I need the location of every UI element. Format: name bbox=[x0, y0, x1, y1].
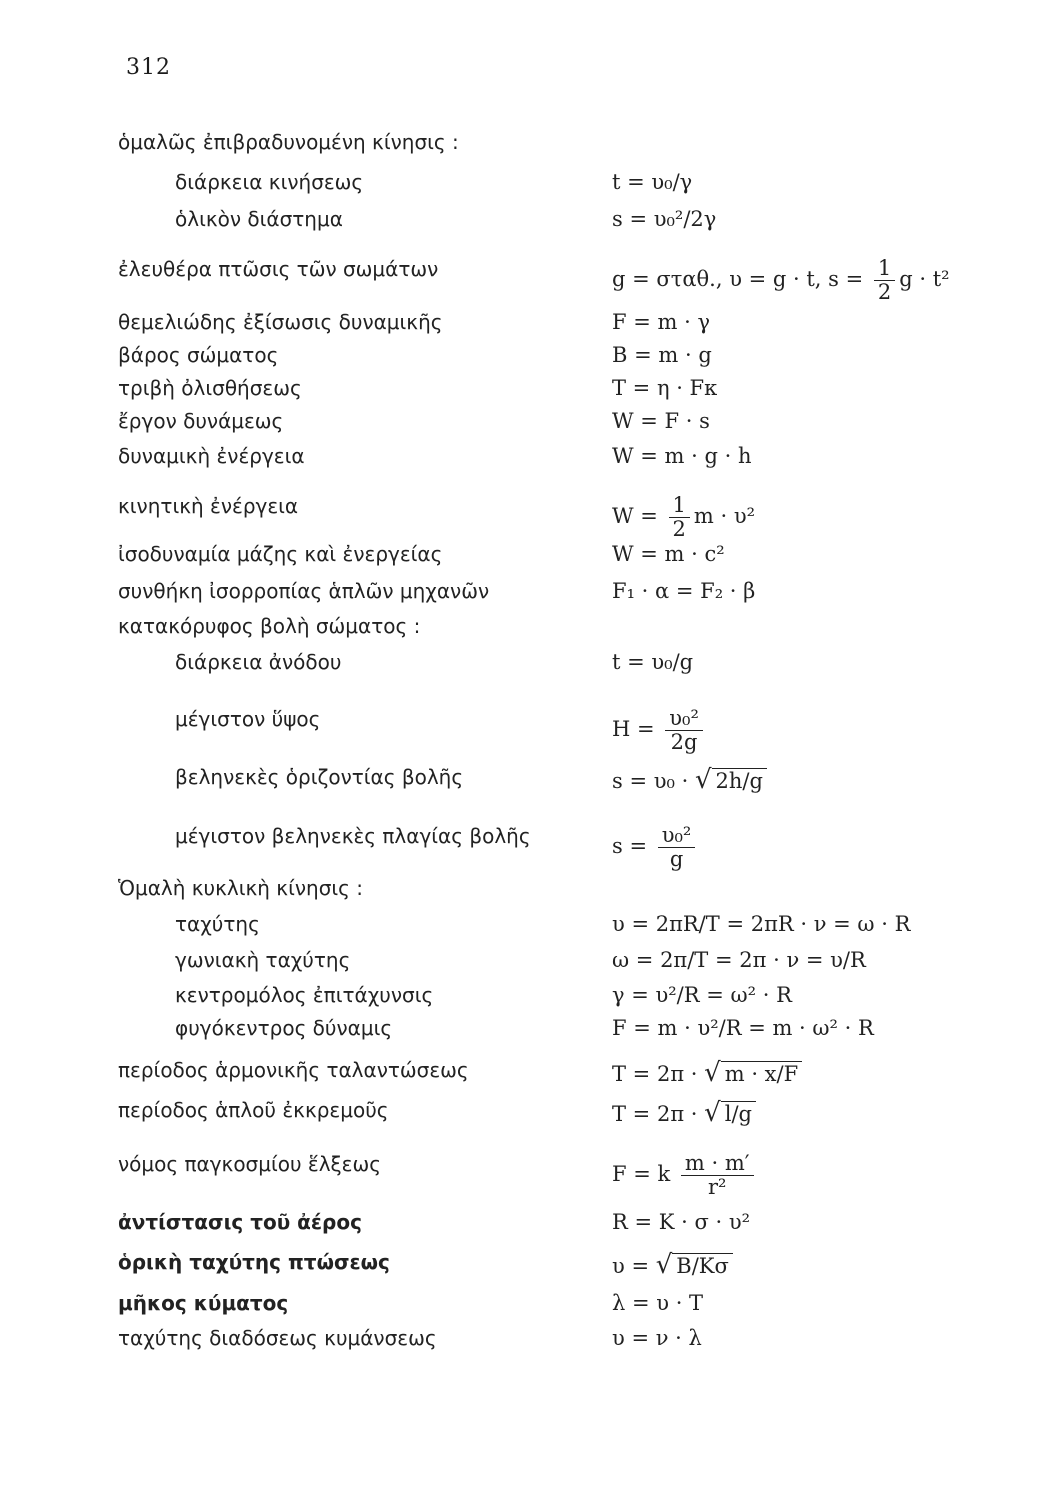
radical-sign: √ bbox=[704, 1058, 721, 1088]
radicand: l/g bbox=[721, 1101, 756, 1126]
entry-label: ἀντίστασις τοῦ ἀέρος bbox=[118, 1210, 362, 1234]
entry-formula: W = m · c² bbox=[612, 542, 725, 566]
formula-text: H = bbox=[612, 717, 662, 742]
entry-formula bbox=[612, 707, 707, 754]
entry-label: βεληνεκὲς ὁριζοντίας βολῆς bbox=[175, 765, 464, 789]
entry-label: ἔργον δυνάμεως bbox=[118, 409, 284, 433]
entry-formula: F = m · γ bbox=[612, 310, 711, 334]
radicand: m · x/F bbox=[721, 1061, 802, 1086]
entry-formula: W = m · g · h bbox=[612, 444, 752, 468]
formula-row bbox=[0, 1151, 1059, 1200]
radical-sign: √ bbox=[655, 1250, 673, 1280]
entry-formula bbox=[612, 494, 755, 541]
formula-text: s = υ₀ · bbox=[612, 769, 695, 793]
formula-row bbox=[0, 376, 1059, 410]
entry-label: θεμελιώδης ἐξίσωσις δυναμικῆς bbox=[118, 310, 443, 334]
entry-formula bbox=[612, 257, 950, 304]
entry-formula bbox=[612, 765, 767, 795]
formula-row bbox=[0, 207, 1059, 241]
square-root bbox=[704, 1098, 756, 1128]
formula-row bbox=[0, 542, 1059, 576]
formula-tail: g · t² bbox=[899, 267, 950, 292]
entry-label: κατακόρυφος βολὴ σώματος : bbox=[118, 614, 421, 638]
entry-label: ἐλευθέρα πτῶσις τῶν σωμάτων bbox=[118, 257, 439, 281]
formula-text: T = 2π · bbox=[612, 1102, 705, 1126]
square-root bbox=[656, 1250, 733, 1280]
entry-formula: B = m · g bbox=[612, 343, 712, 367]
formula-row bbox=[0, 256, 1059, 305]
fraction-numerator: 1 bbox=[874, 257, 895, 281]
formula-row bbox=[0, 343, 1059, 377]
entry-label: δυναμικὴ ἐνέργεια bbox=[118, 444, 305, 468]
entry-formula: υ = ν · λ bbox=[612, 1326, 702, 1350]
formula-row bbox=[0, 493, 1059, 542]
entry-formula: λ = υ · T bbox=[612, 1291, 704, 1315]
radical-sign: √ bbox=[694, 765, 712, 795]
entry-formula: ω = 2π/T = 2π · ν = υ/R bbox=[612, 948, 866, 972]
entry-label: γωνιακὴ ταχύτης bbox=[175, 948, 351, 972]
formula-row bbox=[0, 823, 1059, 872]
entry-formula bbox=[612, 1058, 802, 1088]
formula-row bbox=[0, 983, 1059, 1017]
entry-formula: γ = υ²/R = ω² · R bbox=[612, 983, 792, 1007]
formula-row bbox=[0, 876, 1059, 910]
entry-label: συνθήκη ἰσορροπίας ἁπλῶν μηχανῶν bbox=[118, 579, 490, 603]
formula-text: W = bbox=[612, 504, 665, 529]
formula-row bbox=[0, 1210, 1059, 1244]
fraction bbox=[681, 1152, 754, 1199]
formula-text: s = bbox=[612, 834, 654, 859]
formula-row bbox=[0, 706, 1059, 755]
formula-row bbox=[0, 650, 1059, 684]
radical-sign: √ bbox=[704, 1098, 721, 1128]
formula-row bbox=[0, 912, 1059, 946]
radicand: B/Kσ bbox=[672, 1253, 733, 1278]
formula-row bbox=[0, 1016, 1059, 1050]
formula-row bbox=[0, 130, 1059, 164]
entry-formula bbox=[612, 1098, 756, 1128]
fraction-denominator: 2 bbox=[672, 517, 686, 542]
fraction-denominator: 2g bbox=[670, 730, 698, 755]
page-number: 312 bbox=[126, 55, 171, 80]
entry-formula: s = υ₀²/2γ bbox=[612, 207, 717, 231]
fraction-numerator: υ₀² bbox=[665, 707, 703, 731]
entry-formula: R = K · σ · υ² bbox=[612, 1210, 751, 1234]
fraction bbox=[669, 494, 690, 541]
formula-row bbox=[0, 1291, 1059, 1325]
entry-formula: T = η · Fκ bbox=[612, 376, 718, 400]
formula-row bbox=[0, 310, 1059, 344]
entry-formula: t = υ₀/γ bbox=[612, 170, 693, 194]
formula-tail: m · υ² bbox=[693, 504, 756, 529]
formula-row bbox=[0, 1326, 1059, 1360]
entry-label: ὁλικὸν διάστημα bbox=[175, 207, 343, 231]
radicand: 2h/g bbox=[712, 768, 767, 793]
entry-label: τριβὴ ὀλισθήσεως bbox=[118, 376, 302, 400]
square-root bbox=[695, 765, 767, 795]
fraction-numerator: 1 bbox=[669, 494, 690, 518]
entry-label: κεντρομόλος ἐπιτάχυνσις bbox=[175, 983, 434, 1007]
fraction-denominator: 2 bbox=[877, 280, 892, 305]
fraction bbox=[658, 824, 696, 871]
entry-formula bbox=[612, 1152, 758, 1199]
formula-row bbox=[0, 409, 1059, 443]
formula-row bbox=[0, 1250, 1059, 1284]
entry-formula: t = υ₀/g bbox=[612, 650, 694, 674]
entry-label: περίοδος ἁπλοῦ ἐκκρεμοῦς bbox=[118, 1098, 389, 1122]
entry-label: ταχύτης διαδόσεως κυμάνσεως bbox=[118, 1326, 437, 1350]
entry-label: ταχύτης bbox=[175, 912, 260, 936]
entry-label: κινητικὴ ἐνέργεια bbox=[118, 494, 299, 518]
entry-label: διάρκεια κινήσεως bbox=[175, 170, 364, 194]
formula-text: υ = bbox=[612, 1254, 656, 1278]
entry-formula: F = m · υ²/R = m · ω² · R bbox=[612, 1016, 874, 1040]
formula-text: F = k bbox=[612, 1162, 677, 1187]
entry-label: βάρος σώματος bbox=[118, 343, 279, 367]
entry-label: μῆκος κύματος bbox=[118, 1291, 289, 1315]
entry-label: ὁμαλῶς ἐπιβραδυνομένη κίνησις : bbox=[118, 130, 459, 154]
fraction-denominator: r² bbox=[708, 1175, 727, 1200]
entry-formula bbox=[612, 824, 699, 871]
formula-row bbox=[0, 579, 1059, 613]
fraction bbox=[665, 707, 703, 754]
entry-label: μέγιστον βεληνεκὲς πλαγίας βολῆς bbox=[175, 824, 531, 848]
fraction-numerator: υ₀² bbox=[658, 824, 696, 848]
entry-label: φυγόκεντρος δύναμις bbox=[175, 1016, 393, 1040]
formula-row bbox=[0, 1058, 1059, 1092]
fraction-denominator: g bbox=[669, 847, 684, 872]
entry-label: ὁρικὴ ταχύτης πτώσεως bbox=[118, 1250, 390, 1274]
formula-row bbox=[0, 170, 1059, 204]
formula-row bbox=[0, 444, 1059, 478]
entry-label: διάρκεια ἀνόδου bbox=[175, 650, 342, 674]
formula-row bbox=[0, 1098, 1059, 1132]
fraction bbox=[874, 257, 895, 304]
square-root bbox=[704, 1058, 802, 1088]
formula-row bbox=[0, 614, 1059, 648]
entry-formula bbox=[612, 1250, 733, 1280]
entry-label: μέγιστον ὕψος bbox=[175, 707, 321, 731]
entry-formula: F₁ · α = F₂ · β bbox=[612, 579, 756, 603]
entry-label: περίοδος ἁρμονικῆς ταλαντώσεως bbox=[118, 1058, 469, 1082]
entry-formula: υ = 2πR/T = 2πR · ν = ω · R bbox=[612, 912, 911, 936]
entry-label: νόμος παγκοσμίου ἕλξεως bbox=[118, 1152, 381, 1176]
formula-row bbox=[0, 765, 1059, 799]
entry-label: Ὁμαλὴ κυκλικὴ κίνησις : bbox=[118, 876, 363, 900]
formula-text: T = 2π · bbox=[612, 1062, 705, 1086]
entry-formula: W = F · s bbox=[612, 409, 710, 433]
fraction-numerator: m · m′ bbox=[681, 1152, 754, 1176]
formula-text: g = σταθ., υ = g · t, s = bbox=[612, 267, 870, 292]
entry-label: ἰσοδυναμία μάζης καὶ ἐνεργείας bbox=[118, 542, 443, 566]
formula-row bbox=[0, 948, 1059, 982]
